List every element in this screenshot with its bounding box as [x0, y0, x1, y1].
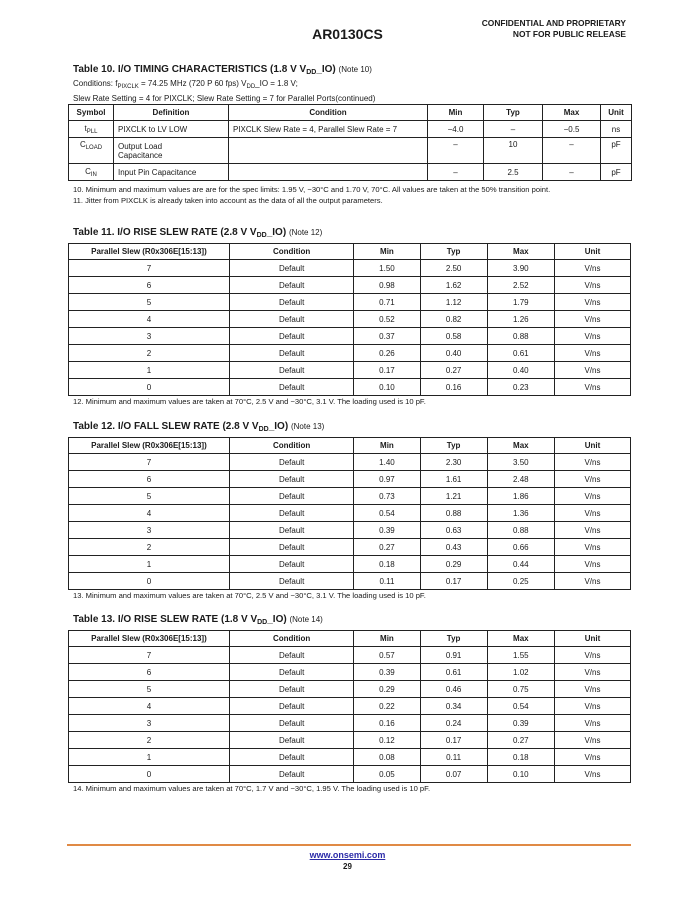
col-header: Condition [229, 631, 354, 647]
cell-parallel-slew: 6 [69, 471, 230, 488]
confidential-notice [482, 18, 626, 40]
cell-parallel-slew: 4 [69, 311, 230, 328]
cell-parallel-slew: 5 [69, 681, 230, 698]
cell-min: 0.18 [354, 556, 420, 573]
cell-typ: 0.17 [420, 573, 487, 590]
col-header: Typ [420, 438, 487, 454]
cell-unit: V/ns [554, 454, 630, 471]
table-row [69, 715, 631, 732]
cell-min: 0.12 [354, 732, 420, 749]
cell-typ: 10 [484, 138, 543, 164]
cell-condition: Default [229, 328, 354, 345]
cell-min: 0.39 [354, 664, 420, 681]
cell-condition: PIXCLK Slew Rate = 4, Parallel Slew Rate = 7 [229, 121, 428, 138]
cell-unit: V/ns [554, 766, 630, 783]
title-text: Table 11. I/O RISE SLEW RATE (2.8 V V [73, 227, 257, 238]
page-number: 29 [343, 862, 352, 871]
cell-min: 0.52 [354, 311, 420, 328]
cell-condition: Default [229, 454, 354, 471]
table-row [69, 164, 632, 181]
table-row [69, 681, 631, 698]
cell-typ: 0.40 [420, 345, 487, 362]
table-row [69, 121, 632, 138]
cell-unit: V/ns [554, 522, 630, 539]
table-row [69, 556, 631, 573]
cell-min: 0.98 [354, 277, 420, 294]
table-row [69, 573, 631, 590]
symbol-text: t [84, 123, 87, 133]
cell-condition: Default [229, 379, 354, 396]
cell-typ: 0.34 [420, 698, 487, 715]
cell-typ: – [484, 121, 543, 138]
cell-max: 1.86 [487, 488, 554, 505]
cell-unit: V/ns [554, 539, 630, 556]
cell-max: 0.88 [487, 328, 554, 345]
col-header: Max [487, 244, 554, 260]
col-header: Unit [554, 631, 630, 647]
table-row [69, 260, 631, 277]
cell-min: 0.27 [354, 539, 420, 556]
col-header: Min [354, 244, 420, 260]
cell-condition: Default [229, 345, 354, 362]
col-header: Condition [229, 105, 428, 121]
cell-typ: 1.62 [420, 277, 487, 294]
cell-condition: Default [229, 311, 354, 328]
cell-unit: V/ns [554, 681, 630, 698]
table-header-row [69, 244, 631, 260]
cell-parallel-slew: 3 [69, 522, 230, 539]
cell-max: −0.5 [543, 121, 601, 138]
cell-min: 0.26 [354, 345, 420, 362]
cell-parallel-slew: 3 [69, 328, 230, 345]
cell-min: 0.22 [354, 698, 420, 715]
cell-min: 0.37 [354, 328, 420, 345]
col-header: Parallel Slew (R0x306E[15:13]) [69, 244, 230, 260]
cell-typ: 0.29 [420, 556, 487, 573]
document-title: AR0130CS [312, 26, 383, 42]
col-header: Min [428, 105, 484, 121]
cell-typ: 0.91 [420, 647, 487, 664]
table10 [68, 104, 632, 181]
cell-max: 2.48 [487, 471, 554, 488]
cell-min: 0.08 [354, 749, 420, 766]
cell-typ: 0.58 [420, 328, 487, 345]
cell-parallel-slew: 2 [69, 345, 230, 362]
table-row [69, 766, 631, 783]
cell-condition: Default [229, 715, 354, 732]
cell-unit: V/ns [554, 556, 630, 573]
cell-min: 0.39 [354, 522, 420, 539]
footnote-11: 11. Jitter from PIXCLK is already taken into account as the data of all the output parameters. [73, 196, 383, 205]
cell-parallel-slew: 7 [69, 260, 230, 277]
cell-typ: 1.12 [420, 294, 487, 311]
cell-condition: Default [229, 749, 354, 766]
confidential-line-2: NOT FOR PUBLIC RELEASE [512, 29, 626, 39]
footnote-14: 14. Minimum and maximum values are taken at 70°C, 1.7 V and −30°C, 1.95 V. The loading used is 10 pF. [73, 784, 431, 793]
title-suffix: _IO) [267, 614, 287, 625]
table-row [69, 522, 631, 539]
cell-typ: 0.07 [420, 766, 487, 783]
cell-min: 0.11 [354, 573, 420, 590]
cell-unit: V/ns [554, 698, 630, 715]
col-header: Definition [114, 105, 229, 121]
cell-condition: Default [229, 362, 354, 379]
table-row [69, 328, 631, 345]
cell-unit: V/ns [554, 715, 630, 732]
cond-sub: DD [246, 84, 256, 90]
col-header: Unit [601, 105, 632, 121]
cell-condition: Default [229, 294, 354, 311]
title-subscript: DD [257, 619, 268, 626]
table-row [69, 539, 631, 556]
table12-title [73, 421, 324, 433]
table-header-row [69, 105, 632, 121]
col-header: Parallel Slew (R0x306E[15:13]) [69, 438, 230, 454]
cell-parallel-slew: 6 [69, 664, 230, 681]
cell-unit: V/ns [554, 362, 630, 379]
cell-parallel-slew: 7 [69, 454, 230, 471]
col-header: Symbol [69, 105, 114, 121]
cell-parallel-slew: 7 [69, 647, 230, 664]
cell-parallel-slew: 1 [69, 556, 230, 573]
cell-condition: Default [229, 522, 354, 539]
cell-typ: 0.43 [420, 539, 487, 556]
cell-typ: 2.50 [420, 260, 487, 277]
footer-rule [67, 844, 631, 846]
table-row [69, 311, 631, 328]
col-header: Max [487, 438, 554, 454]
cell-min: 0.17 [354, 362, 420, 379]
col-header: Max [487, 631, 554, 647]
col-header: Unit [554, 438, 630, 454]
cell-max: – [543, 164, 601, 181]
cell-typ: 0.11 [420, 749, 487, 766]
cell-parallel-slew: 3 [69, 715, 230, 732]
cell-condition: Default [229, 732, 354, 749]
table-row [69, 664, 631, 681]
cell-unit: pF [601, 164, 632, 181]
symbol-sub: LOAD [85, 145, 103, 151]
table-row [69, 488, 631, 505]
cond-text: Conditions: f [73, 79, 118, 88]
symbol-text: C [85, 166, 91, 176]
table12 [68, 437, 631, 590]
cell-min: – [428, 164, 484, 181]
table10-title [73, 64, 372, 76]
cell-condition [229, 138, 428, 164]
cell-typ: 0.88 [420, 505, 487, 522]
cell-typ: 0.46 [420, 681, 487, 698]
symbol-sub: PLL [86, 128, 98, 135]
col-header: Typ [420, 631, 487, 647]
cell-max: 3.90 [487, 260, 554, 277]
cell-condition: Default [229, 681, 354, 698]
col-header: Max [543, 105, 601, 121]
cell-min: 0.29 [354, 681, 420, 698]
cell-max: 0.61 [487, 345, 554, 362]
cell-condition: Default [229, 277, 354, 294]
table13-title [73, 614, 323, 626]
cond-text: = 74.25 MHz (720 P 60 fps) V [138, 79, 247, 88]
cell-max: 0.10 [487, 766, 554, 783]
cell-min: 0.16 [354, 715, 420, 732]
cell-min: – [428, 138, 484, 164]
cell-min: 0.73 [354, 488, 420, 505]
cell-parallel-slew: 0 [69, 766, 230, 783]
col-header: Parallel Slew (R0x306E[15:13]) [69, 631, 230, 647]
title-suffix: _IO) [316, 64, 336, 75]
cell-unit: V/ns [554, 749, 630, 766]
cell-max: 0.23 [487, 379, 554, 396]
cell-parallel-slew: 0 [69, 573, 230, 590]
cell-typ: 1.21 [420, 488, 487, 505]
cell-max: 0.40 [487, 362, 554, 379]
cell-min: 1.40 [354, 454, 420, 471]
cell-unit: V/ns [554, 573, 630, 590]
table-row [69, 379, 631, 396]
footnote-12: 12. Minimum and maximum values are taken at 70°C, 2.5 V and −30°C, 3.1 V. The loading used is 10 pF. [73, 397, 426, 406]
cell-parallel-slew: 0 [69, 379, 230, 396]
cell-symbol [69, 138, 114, 164]
cell-min: 0.10 [354, 379, 420, 396]
table13 [68, 630, 631, 783]
cell-parallel-slew: 2 [69, 539, 230, 556]
cell-unit: V/ns [554, 505, 630, 522]
table-header-row [69, 631, 631, 647]
cell-unit: V/ns [554, 488, 630, 505]
symbol-sub: IN [90, 171, 97, 178]
cell-parallel-slew: 6 [69, 277, 230, 294]
cell-definition: PIXCLK to LV LOW [114, 121, 229, 138]
cell-condition: Default [229, 573, 354, 590]
cell-condition [229, 164, 428, 181]
cell-symbol [69, 121, 114, 138]
cell-condition: Default [229, 698, 354, 715]
cell-typ: 0.61 [420, 664, 487, 681]
cell-min: −4.0 [428, 121, 484, 138]
table-row [69, 505, 631, 522]
table10-conditions [73, 78, 375, 104]
cell-max: 2.52 [487, 277, 554, 294]
cond-sub: PIXCLK [117, 84, 139, 90]
cell-max: 1.02 [487, 664, 554, 681]
cell-condition: Default [229, 647, 354, 664]
cell-unit: V/ns [554, 471, 630, 488]
cell-parallel-slew: 4 [69, 698, 230, 715]
col-header: Unit [554, 244, 630, 260]
table-row [69, 454, 631, 471]
cell-min: 0.57 [354, 647, 420, 664]
cell-unit: V/ns [554, 647, 630, 664]
cell-condition: Default [229, 664, 354, 681]
cell-condition: Default [229, 488, 354, 505]
cell-max: 1.55 [487, 647, 554, 664]
conditions-line-1 [73, 78, 375, 93]
footer-website-link[interactable]: www.onsemi.com [309, 850, 386, 860]
col-header: Min [354, 438, 420, 454]
cell-typ: 0.17 [420, 732, 487, 749]
cell-max: – [543, 138, 601, 164]
cell-typ: 0.27 [420, 362, 487, 379]
title-note: (Note 12) [288, 228, 323, 237]
cell-min: 0.71 [354, 294, 420, 311]
col-header: Typ [420, 244, 487, 260]
cell-typ: 0.82 [420, 311, 487, 328]
cell-symbol [69, 164, 114, 181]
cell-unit: V/ns [554, 345, 630, 362]
footnote-10: 10. Minimum and maximum values are are for the spec limits: 1.95 V, −30°C and 1.70 V, 70°C. All values are taken at the 50% transition point. [73, 185, 551, 194]
cell-typ: 1.61 [420, 471, 487, 488]
cell-typ: 2.5 [484, 164, 543, 181]
cell-min: 0.97 [354, 471, 420, 488]
table-row [69, 294, 631, 311]
col-header: Min [354, 631, 420, 647]
conditions-line-2: Slew Rate Setting = 4 for PIXCLK; Slew Rate Setting = 7 for Parallel Ports(continued) [73, 94, 376, 103]
cell-max: 0.27 [487, 732, 554, 749]
cell-condition: Default [229, 505, 354, 522]
cell-min: 1.50 [354, 260, 420, 277]
cell-parallel-slew: 1 [69, 749, 230, 766]
cell-min: 0.05 [354, 766, 420, 783]
cell-max: 3.50 [487, 454, 554, 471]
title-text: Table 13. I/O RISE SLEW RATE (1.8 V V [73, 614, 258, 625]
title-suffix: _IO) [268, 421, 289, 432]
table-row [69, 647, 631, 664]
cell-definition: Output Load Capacitance [114, 138, 229, 164]
table-row [69, 138, 632, 164]
cell-max: 0.39 [487, 715, 554, 732]
cell-parallel-slew: 5 [69, 294, 230, 311]
cell-min: 0.54 [354, 505, 420, 522]
cond-text: _IO = 1.8 V; [255, 79, 298, 88]
table-header-row [69, 438, 631, 454]
cell-unit: V/ns [554, 328, 630, 345]
table-row [69, 277, 631, 294]
title-text: Table 10. I/O TIMING CHARACTERISTICS (1.8 V V [73, 64, 307, 75]
cell-unit: V/ns [554, 311, 630, 328]
cell-max: 0.88 [487, 522, 554, 539]
cell-max: 0.75 [487, 681, 554, 698]
cell-condition: Default [229, 260, 354, 277]
cell-definition: Input Pin Capacitance [114, 164, 229, 181]
table11 [68, 243, 631, 396]
cell-parallel-slew: 5 [69, 488, 230, 505]
cell-unit: V/ns [554, 294, 630, 311]
cell-max: 0.44 [487, 556, 554, 573]
cell-max: 1.79 [487, 294, 554, 311]
title-note: (Note 13) [290, 422, 325, 431]
table-row [69, 471, 631, 488]
table-row [69, 345, 631, 362]
title-note: (Note 10) [338, 65, 372, 74]
cell-typ: 0.24 [420, 715, 487, 732]
table11-title [73, 227, 322, 239]
footnote-13: 13. Minimum and maximum values are taken at 70°C, 2.5 V and −30°C, 3.1 V. The loading used is 10 pF. [73, 591, 426, 600]
cell-max: 1.36 [487, 505, 554, 522]
cell-max: 0.25 [487, 573, 554, 590]
cell-condition: Default [229, 766, 354, 783]
cell-unit: V/ns [554, 732, 630, 749]
title-note: (Note 14) [289, 615, 323, 624]
cell-condition: Default [229, 539, 354, 556]
title-subscript: DD [256, 232, 267, 239]
cell-condition: Default [229, 556, 354, 573]
table-row [69, 698, 631, 715]
cell-max: 0.66 [487, 539, 554, 556]
title-suffix: _IO) [266, 227, 287, 238]
title-subscript: DD [306, 69, 317, 76]
col-header: Condition [229, 438, 354, 454]
cell-parallel-slew: 1 [69, 362, 230, 379]
cell-condition: Default [229, 471, 354, 488]
cell-typ: 0.16 [420, 379, 487, 396]
table-row [69, 732, 631, 749]
cell-unit: ns [601, 121, 632, 138]
cell-unit: V/ns [554, 664, 630, 681]
cell-unit: V/ns [554, 277, 630, 294]
cell-unit: pF [601, 138, 632, 164]
symbol-text: C [79, 140, 86, 149]
cell-max: 1.26 [487, 311, 554, 328]
cell-parallel-slew: 2 [69, 732, 230, 749]
col-header: Typ [484, 105, 543, 121]
cell-typ: 2.30 [420, 454, 487, 471]
title-subscript: DD [258, 426, 269, 433]
title-text: Table 12. I/O FALL SLEW RATE (2.8 V V [73, 421, 259, 432]
cell-unit: V/ns [554, 260, 630, 277]
cell-max: 0.18 [487, 749, 554, 766]
table-row [69, 749, 631, 766]
cell-parallel-slew: 4 [69, 505, 230, 522]
cell-max: 0.54 [487, 698, 554, 715]
col-header: Condition [229, 244, 354, 260]
table-row [69, 362, 631, 379]
cell-unit: V/ns [554, 379, 630, 396]
cell-typ: 0.63 [420, 522, 487, 539]
confidential-line-1: CONFIDENTIAL AND PROPRIETARY [481, 18, 626, 28]
